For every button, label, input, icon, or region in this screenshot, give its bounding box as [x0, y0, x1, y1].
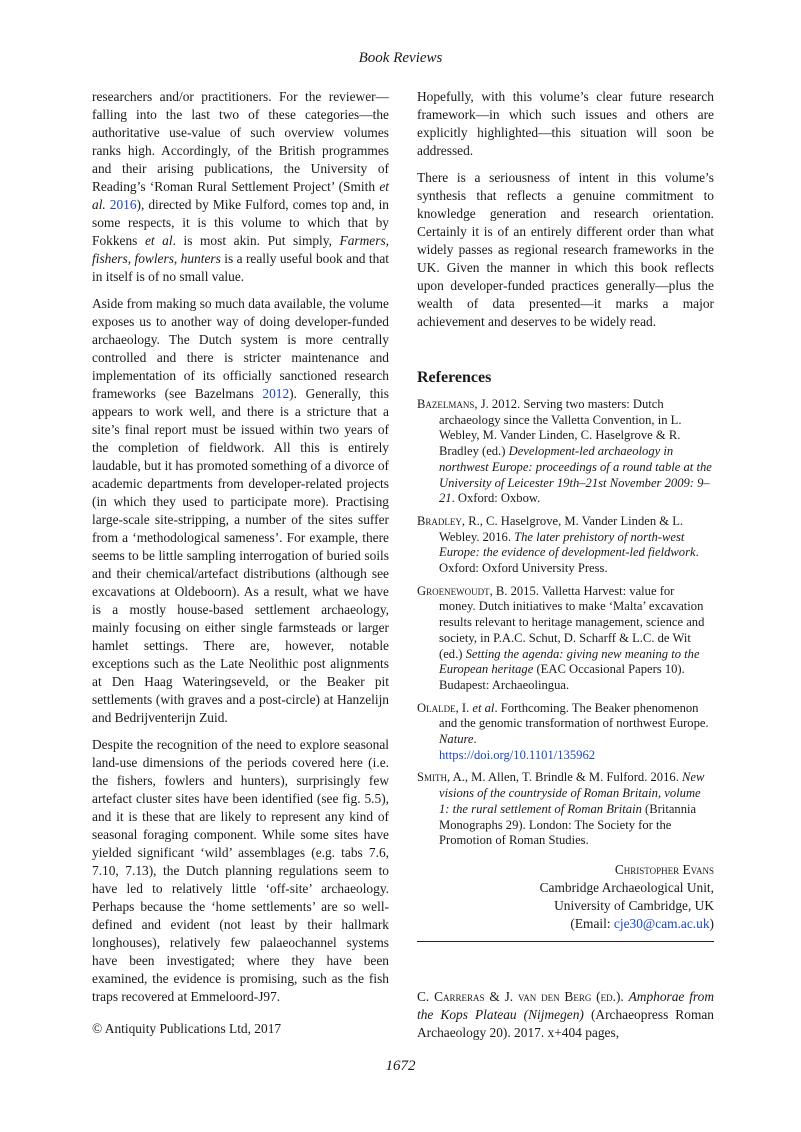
right-column [417, 88, 714, 1042]
reviewer-university: University of Cambridge, UK [554, 897, 714, 913]
reviewer-unit: Cambridge Archaeological Unit, [539, 879, 714, 895]
citation-link[interactable]: 2016 [109, 197, 137, 212]
left-column [92, 88, 389, 1015]
paragraph: Hopefully, with this volume’s clear future research framework—in which such issues and others are explicitly highlighted—this situation will soon be addressed. [417, 89, 714, 158]
references-heading: References [417, 369, 492, 386]
reference-item: Groenewoudt, B. 2015. Valletta Harvest: value for money. Dutch initiatives to make ‘Malta’ excavation results relevant to heritage management, science and society, in P.A.C. Schut, D. Scharff & L.C. de Wit (ed.) Setting the agenda: giving new meaning to the European heritage (EAC Occasional Papers 10). Budapest: Archaeolingua. [417, 583, 705, 692]
paragraph: researchers and/or practitioners. For the reviewer—falling into the last two of these categories—the authoritative use-value of such overview volumes ranks high. Accordingly, of the British programmes and their arising publications, the University of Reading’s ‘Roman Rural Settlement Project’ (Smith et al. 2016), directed by Mike Fulford, comes top and, in some respects, it is this volume to which that by Fokkens et al. is most akin. Put simply, Farmers, fishers, fowlers, hunters is a really useful book and that in itself is of no small value. [92, 89, 390, 284]
reviewer-email-line: (Email: cje30@cam.ac.uk) [570, 915, 714, 931]
reviewer-name: Christopher Evans [614, 861, 714, 877]
paragraph: There is a seriousness of intent in this volume’s synthesis that reflects a genuine commitment to knowledge generation and research orientation. Certainly it is of an entirely different order than what widely passes as regional research frameworks in the UK. Given the manner in which this book reflects upon developer-funded practices generally—plus the wealth of data presented—it marks a major achievement and deserves to be widely read. [417, 170, 714, 329]
paragraph: Despite the recognition of the need to explore seasonal land-use dimensions of the periods covered here (i.e. the fishers, fowlers and hunters), surprisingly few artefact cluster sites have been identified (see fig. 5.5), and it is these that are likely to represent any kind of seasonal foraging component. While some sites have yielded significant ‘wild’ assemblages (e.g. tabs 7.6, 7.10, 7.13), the Dutch planning regulations seem to have led to relatively little ‘off-site’ archaeology. Perhaps because the ‘home settlements’ are so well-defined and evident (not least by their hallmark longhouses), relatively few palaeochannel systems have been investigated; where they have been examined, the evidence is promising, such as the fish traps recovered at Emmeloord-J97. [92, 737, 389, 1004]
page-number: 1672 [385, 1058, 416, 1074]
reference-item: Olalde, I. et al. Forthcoming. The Beaker phenomenon and the genomic transformation of northwest Europe. Nature. https://doi.org/10.1101/135962 [417, 700, 709, 762]
running-head: Book Reviews [358, 50, 443, 66]
reference-item: Bradley, R., C. Haselgrove, M. Vander Linden & L. Webley. 2016. The later prehistory of north-west Europe: the evidence of development-led fieldwork. Oxford: Oxford University Press. [417, 513, 699, 576]
paragraph: Aside from making so much data available, the volume exposes us to another way of doing developer-funded archaeology. The Dutch system is more centrally controlled and there is stricter maintenance and implementation of its officially sanctioned research frameworks (see Bazelmans 2012). Generally, this appears to work well, and there is a stricture that a site’s final report must be issued within two years of the completion of fieldwork. All this is entirely laudable, but it has promoted something of a divorce of academic departments from developer-related projects (in which they used to participate more). Practising large-scale site-stripping, a number of the sites suffer from a ‘methodological sameness’. For example, there seems to be little sampling interrogation of buried soils and their chemical/artefact distributions (although see excavations at Oldeboorn). As a result, what we have is a mostly house-based settlement archaeology, mainly focusing on either single farmsteads or larger hamlet settings. There are, however, notable exceptions such as the Late Neolithic post alignments at Den Haag Wateringseveld, or the Beaker pit settlements (with graves and a post-circle) at Hanzelijn and Bedrijventerijn Zuid. [92, 296, 389, 725]
citation-link[interactable]: 2012 [262, 386, 290, 401]
divider [417, 941, 714, 942]
next-review-heading: C. Carreras & J. van den Berg (ed.). Amphorae from the Kops Plateau (Nijmegen) (Archaeopress Roman Archaeology 20). 2017. x+404 pages, [417, 988, 714, 1040]
email-link[interactable]: cje30@cam.ac.uk [613, 915, 710, 931]
reference-item: Smith, A., M. Allen, T. Brindle & M. Fulford. 2016. New visions of the countryside of Roman Britain, volume 1: the rural settlement of Roman Britain (Britannia Monographs 29). London: The Society for the Promotion of Roman Studies. [417, 770, 705, 848]
reference-item: Bazelmans, J. 2012. Serving two masters: Dutch archaeology since the Valletta Convention, in L. Webley, M. Vander Linden, C. Haselgrove & R. Bradley (ed.) Development-led archaeology in northwest Europe: proceedings of a round table at the University of Leicester 19th–21st November 2009: 9–21. Oxford: Oxbow. [417, 397, 712, 506]
doi-link[interactable]: https://doi.org/10.1101/135962 [439, 747, 596, 762]
copyright: © Antiquity Publications Ltd, 2017 [92, 1021, 282, 1036]
reviewer-signature [417, 861, 714, 933]
